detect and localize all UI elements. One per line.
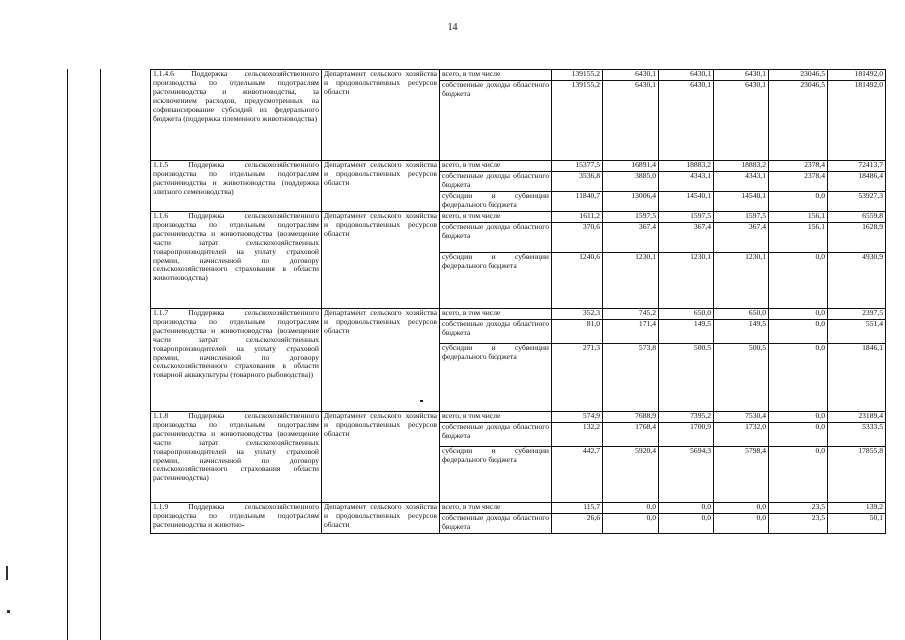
value-cell: 1240,6 — [552, 253, 603, 309]
source-cell: собственные доходы областного бюджета — [440, 423, 552, 447]
value-cell: 181492,0 — [828, 81, 886, 161]
value-cell: 23046,5 — [769, 81, 828, 161]
value-cell: 6430,1 — [714, 70, 769, 81]
source-cell: субсидии и субвенции федерального бюджета — [440, 253, 552, 309]
value-cell: 14540,1 — [714, 192, 769, 212]
value-cell: 0,0 — [659, 514, 714, 534]
value-cell: 0,0 — [769, 320, 828, 344]
value-cell: 5920,4 — [603, 447, 659, 503]
value-cell: 4930,9 — [828, 253, 886, 309]
source-cell: собственные доходы областного бюджета — [440, 514, 552, 534]
value-cell: 2378,4 — [769, 172, 828, 192]
value-cell: 1768,4 — [603, 423, 659, 447]
value-cell: 149,5 — [714, 320, 769, 344]
value-cell: 17855,8 — [828, 447, 886, 503]
value-cell: 2397,5 — [828, 309, 886, 320]
value-cell: 139155,2 — [552, 70, 603, 81]
value-cell: 0,0 — [714, 514, 769, 534]
source-cell: субсидии и субвенции федерального бюджета — [440, 344, 552, 412]
value-cell: 442,7 — [552, 447, 603, 503]
value-cell: 0,0 — [769, 447, 828, 503]
value-cell: 6430,1 — [603, 70, 659, 81]
value-cell: 2378,4 — [769, 161, 828, 172]
executor-cell: Департамент сельского хозяйства и продовольственных ресурсов области — [322, 70, 440, 161]
item-name-cell: 1.1.4.6 Поддержка сельскохозяйственного производства по отдельным подотраслям растениеводства и животноводства, за исключением расходов, предусмотренных на софинансирование субсидий из федерального бюджета (поддержка племенного животноводства) — [151, 70, 322, 161]
value-cell: 5333,5 — [828, 423, 886, 447]
source-cell: всего, в том числе — [440, 309, 552, 320]
value-cell: 367,4 — [714, 223, 769, 253]
value-cell: 171,4 — [603, 320, 659, 344]
value-cell: 1230,1 — [714, 253, 769, 309]
value-cell: 50,1 — [828, 514, 886, 534]
column-divider-line — [100, 69, 101, 640]
value-cell: 1628,9 — [828, 223, 886, 253]
value-cell: 1230,1 — [603, 253, 659, 309]
source-cell: всего, в том числе — [440, 503, 552, 514]
source-cell: собственные доходы областного бюджета — [440, 320, 552, 344]
value-cell: 1597,5 — [714, 212, 769, 223]
value-cell: 1597,5 — [659, 212, 714, 223]
value-cell: 139,2 — [828, 503, 886, 514]
value-cell: 745,2 — [603, 309, 659, 320]
source-cell: всего, в том числе — [440, 70, 552, 81]
value-cell: 0,0 — [659, 503, 714, 514]
value-cell: 115,7 — [552, 503, 603, 514]
value-cell: 18883,2 — [714, 161, 769, 172]
value-cell: 81,0 — [552, 320, 603, 344]
table-row — [151, 161, 886, 172]
value-cell: 13006,4 — [603, 192, 659, 212]
value-cell: 132,2 — [552, 423, 603, 447]
executor-cell: Департамент сельского хозяйства и продовольственных ресурсов области — [322, 412, 440, 503]
left-border-line — [67, 69, 68, 640]
executor-cell: Департамент сельского хозяйства и продовольственных ресурсов области — [322, 309, 440, 412]
table-row — [151, 412, 886, 423]
table-row — [151, 70, 886, 81]
page-number: 14 — [447, 22, 458, 33]
value-cell: 0,0 — [769, 309, 828, 320]
item-name-cell: 1.1.6 Поддержка сельскохозяйственного производства по отдельным подотраслям растениеводства и животноводства (возмещение части затрат сельскохозяйственных товаропроизводителей на уплату страховой премии, начисленной по договору сельскохозяйственного страхования в области животноводства) — [151, 212, 322, 309]
value-cell: 573,8 — [603, 344, 659, 412]
value-cell: 26,6 — [552, 514, 603, 534]
value-cell: 156,1 — [769, 223, 828, 253]
value-cell: 7395,2 — [659, 412, 714, 423]
value-cell: 14540,1 — [659, 192, 714, 212]
scan-edge-dot — [7, 610, 10, 613]
value-cell: 23,5 — [769, 503, 828, 514]
value-cell: 0,0 — [769, 423, 828, 447]
item-name-cell: 1.1.7 Поддержка сельскохозяйственного производства по отдельным подотраслям растениеводства и животноводства (возмещение части затрат сельскохозяйственных товаропроизводителей на уплату страховой премии, начисленной по договору сельскохозяйственного страхования в области товарной аквакультуры (товарного рыбоводства)) — [151, 309, 322, 412]
scan-edge-mark — [6, 566, 8, 580]
value-cell: 23189,4 — [828, 412, 886, 423]
value-cell: 181492,0 — [828, 70, 886, 81]
source-cell: собственные доходы областного бюджета — [440, 223, 552, 253]
value-cell: 3536,8 — [552, 172, 603, 192]
value-cell: 0,0 — [769, 192, 828, 212]
value-cell: 72413,7 — [828, 161, 886, 172]
value-cell: 139155,2 — [552, 81, 603, 161]
value-cell: 0,0 — [769, 412, 828, 423]
table-row — [151, 503, 886, 514]
value-cell: 7688,9 — [603, 412, 659, 423]
value-cell: 650,0 — [714, 309, 769, 320]
value-cell: 0,0 — [769, 344, 828, 412]
value-cell: 5798,4 — [714, 447, 769, 503]
value-cell: 4343,1 — [659, 172, 714, 192]
value-cell: 1597,5 — [603, 212, 659, 223]
value-cell: 1230,1 — [659, 253, 714, 309]
value-cell: 1700,9 — [659, 423, 714, 447]
value-cell: 370,6 — [552, 223, 603, 253]
item-name-cell: 1.1.9 Поддержка сельскохозяйственного производства по отдельным подотраслям растениеводства и животно- — [151, 503, 322, 534]
value-cell: 156,1 — [769, 212, 828, 223]
value-cell: 551,4 — [828, 320, 886, 344]
value-cell: 16891,4 — [603, 161, 659, 172]
value-cell: 1732,0 — [714, 423, 769, 447]
value-cell: 0,0 — [603, 503, 659, 514]
item-name-cell: 1.1.5 Поддержка сельскохозяйственного производства по отдельным подотраслям растениеводства и животноводства (поддержка элитного семеноводства) — [151, 161, 322, 212]
value-cell: 0,0 — [714, 503, 769, 514]
value-cell: 4343,1 — [714, 172, 769, 192]
value-cell: 0,0 — [603, 514, 659, 534]
value-cell: 18486,4 — [828, 172, 886, 192]
value-cell: 0,0 — [769, 253, 828, 309]
executor-cell: Департамент сельского хозяйства и продовольственных ресурсов области — [322, 161, 440, 212]
source-cell: всего, в том числе — [440, 412, 552, 423]
executor-cell: Департамент сельского хозяйства и продовольственных ресурсов области — [322, 212, 440, 309]
source-cell: субсидии и субвенции федерального бюджета — [440, 192, 552, 212]
value-cell: 53927,3 — [828, 192, 886, 212]
value-cell: 500,5 — [659, 344, 714, 412]
source-cell: собственные доходы областного бюджета — [440, 172, 552, 192]
value-cell: 6430,1 — [603, 81, 659, 161]
value-cell: 149,5 — [659, 320, 714, 344]
value-cell: 7530,4 — [714, 412, 769, 423]
value-cell: 6430,1 — [659, 81, 714, 161]
value-cell: 367,4 — [603, 223, 659, 253]
value-cell: 18883,2 — [659, 161, 714, 172]
value-cell: 352,3 — [552, 309, 603, 320]
item-name-cell: 1.1.8 Поддержка сельскохозяйственного производства по отдельным подотраслям растениеводства и животноводства (возмещение части затрат сельскохозяйственных товаропроизводителей на уплату страховой премии, начисленной по договору сельскохозяйственного страхования области растениеводства) — [151, 412, 322, 503]
value-cell: 650,0 — [659, 309, 714, 320]
value-cell: 574,9 — [552, 412, 603, 423]
source-cell: всего, в том числе — [440, 212, 552, 223]
budget-table — [150, 69, 886, 534]
value-cell: 271,3 — [552, 344, 603, 412]
value-cell: 367,4 — [659, 223, 714, 253]
value-cell: 11840,7 — [552, 192, 603, 212]
source-cell: субсидии и субвенции федерального бюджета — [440, 447, 552, 503]
value-cell: 6430,1 — [714, 81, 769, 161]
value-cell: 15377,5 — [552, 161, 603, 172]
table-row — [151, 309, 886, 320]
value-cell: 500,5 — [714, 344, 769, 412]
value-cell: 3885,0 — [603, 172, 659, 192]
value-cell: 1846,1 — [828, 344, 886, 412]
value-cell: 6559,8 — [828, 212, 886, 223]
value-cell: 5694,3 — [659, 447, 714, 503]
source-cell: всего, в том числе — [440, 161, 552, 172]
value-cell: 23,5 — [769, 514, 828, 534]
table-row — [151, 212, 886, 223]
value-cell: 6430,1 — [659, 70, 714, 81]
executor-cell: Департамент сельского хозяйства и продовольственных ресурсов области — [322, 503, 440, 534]
value-cell: 23046,5 — [769, 70, 828, 81]
source-cell: собственные доходы областного бюджета — [440, 81, 552, 161]
value-cell: 1611,2 — [552, 212, 603, 223]
